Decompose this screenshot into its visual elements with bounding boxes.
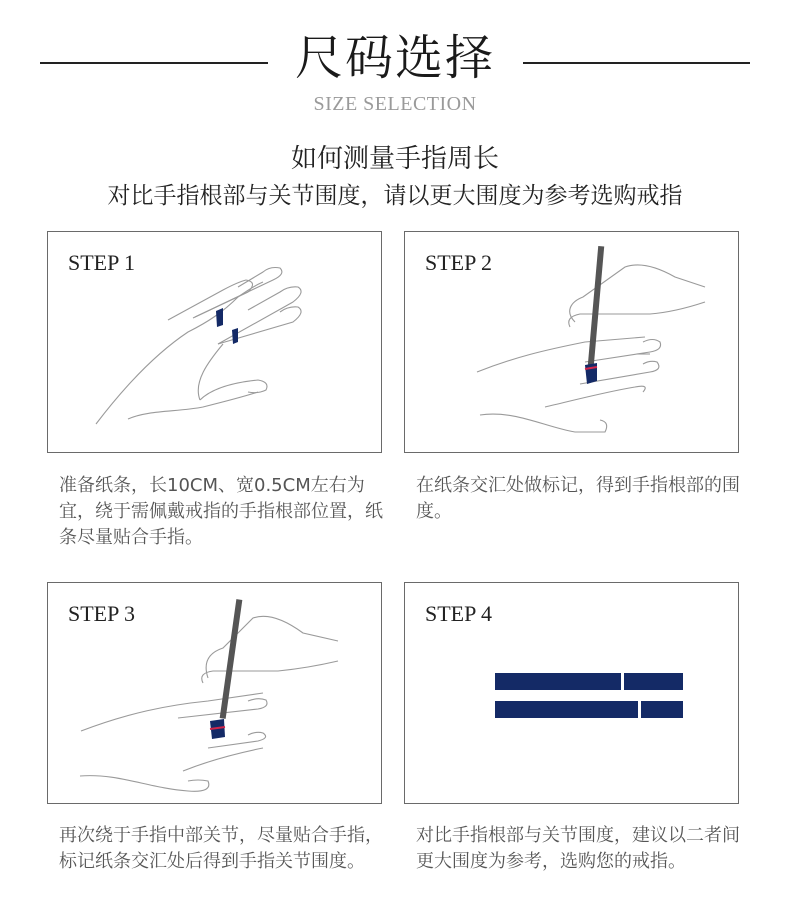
joint-strip-short bbox=[641, 701, 683, 718]
step-2-description: 在纸条交汇处做标记，得到手指根部的围度。 bbox=[416, 475, 740, 522]
step-3-description: 再次绕于手指中部关节，尽量贴合手指，标记纸条交汇处后得到手指关节围度。 bbox=[59, 825, 383, 872]
step-2-card bbox=[404, 231, 739, 453]
joint-strip-long bbox=[495, 701, 638, 718]
page-title: 尺码选择 bbox=[294, 30, 495, 86]
section-subheading: 对比手指根部与关节围度，请以更大围度为参考选购戒指 bbox=[107, 183, 683, 209]
step-4-label: STEP 4 bbox=[425, 601, 493, 626]
hand-marking-strip-at-base-icon bbox=[405, 232, 740, 454]
step-3-label: STEP 3 bbox=[68, 601, 136, 626]
compare-strips-icon bbox=[405, 583, 740, 805]
section-heading: 如何测量手指周长 bbox=[290, 144, 499, 174]
step-1-label: STEP 1 bbox=[68, 250, 136, 275]
base-strip-long bbox=[495, 673, 621, 690]
hand-with-paper-strip-icon bbox=[48, 232, 383, 454]
page-subtitle-en: SIZE SELECTION bbox=[313, 93, 477, 115]
step-4-description: 对比手指根部与关节围度，建议以二者间更大围度为参考，选购您的戒指。 bbox=[416, 825, 740, 872]
base-strip-short bbox=[624, 673, 683, 690]
hand-marking-strip-at-joint-icon bbox=[48, 583, 383, 805]
step-1-description: 准备纸条，长10CM、宽0.5CM左右为宜，绕于需佩戴戒指的手指根部位置，纸条尽量贴合手指。 bbox=[59, 475, 383, 548]
step-1-card bbox=[47, 231, 382, 453]
step-3-card bbox=[47, 582, 382, 804]
step-2-label: STEP 2 bbox=[425, 250, 493, 275]
step-4-card bbox=[404, 582, 739, 804]
